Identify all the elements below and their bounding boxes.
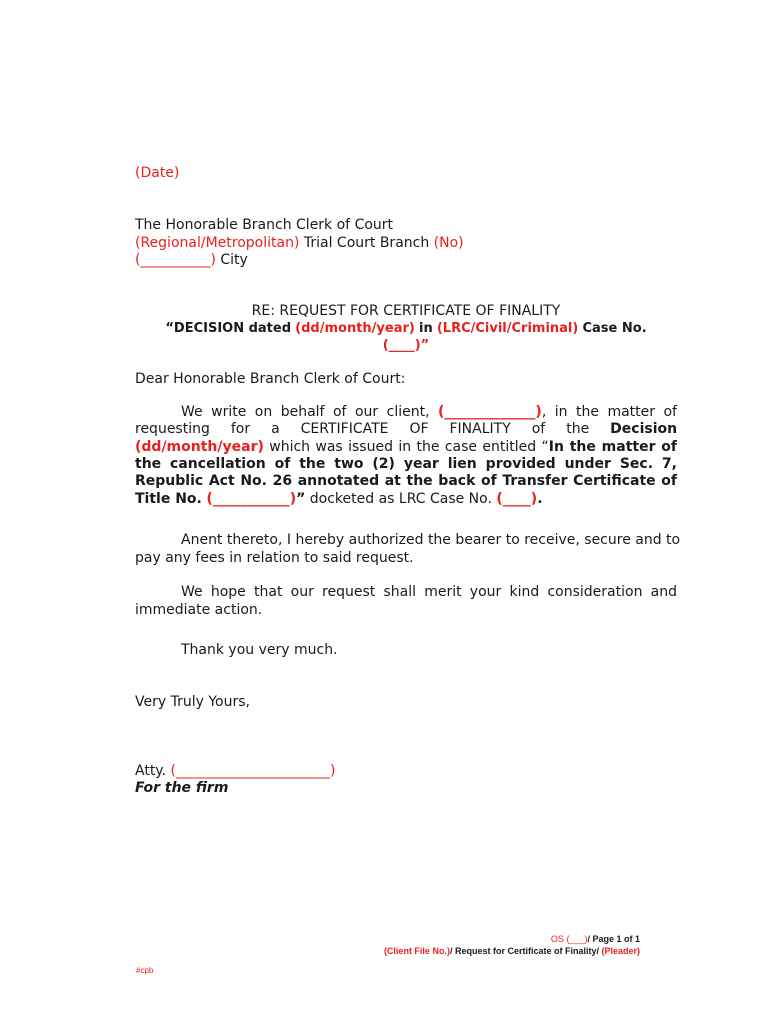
para1-line4: the cancellation of the two (2) year lien provided under Sec. 7, [135, 456, 677, 472]
signature-line [135, 762, 335, 780]
case-no-label: Case No. [582, 321, 647, 336]
decision-word: Decision [610, 421, 678, 437]
cpb-tag: #cpb [136, 966, 154, 975]
firm-line: For the firm [135, 780, 229, 796]
city-line [135, 251, 248, 269]
branch-no-placeholder: (No) [433, 235, 464, 251]
addressee-line: The Honorable Branch Clerk of Court [135, 217, 394, 233]
para1-rest: , in the matter of [541, 404, 677, 420]
case-no-blank: (____)” [382, 338, 430, 353]
court-type-placeholder: (Regional/Metropolitan) [135, 235, 300, 251]
para1-text: We write on behalf of our client, [181, 404, 430, 420]
act-text: Act No. 26 annotated at the back of Transfer Certificate of [208, 473, 678, 489]
word: of [531, 421, 546, 437]
para3-line2: immediate action. [135, 602, 263, 618]
in-word: in [418, 321, 433, 336]
footer-page-line [551, 933, 640, 945]
para1-line2 [135, 421, 677, 438]
republic-word: Republic [135, 473, 204, 489]
decision-prefix: “DECISION dated [165, 321, 292, 336]
para3-line1: We hope that our request shall merit your kind consideration and [181, 584, 677, 600]
city-label: City [220, 252, 248, 268]
client-blank: (_____________) [438, 404, 542, 420]
pleader-placeholder: (Pleader) [601, 946, 640, 956]
page-number: / Page 1 of 1 [587, 934, 640, 944]
atty-prefix: Atty. [135, 763, 167, 779]
para1-line5 [135, 473, 677, 490]
re-decision-line [135, 320, 677, 337]
attorney-name-blank: (______________________) [170, 763, 336, 779]
court-line [135, 234, 464, 252]
docket-text: docketed as LRC Case No. [309, 491, 492, 507]
client-file-placeholder: (Client File No.) [383, 946, 450, 956]
os-label: OS [550, 934, 564, 944]
date-placeholder: (Date) [135, 165, 180, 181]
closing: Very Truly Yours, [135, 694, 250, 710]
decision-date-placeholder: (dd/month/year) [295, 321, 415, 336]
para2-line2: pay any fees in relation to said request. [135, 550, 414, 566]
para1-text: which was issued in the case entitled “ [269, 439, 549, 455]
salutation: Dear Honorable Branch Clerk of Court: [135, 371, 406, 387]
city-blank: (__________) [135, 252, 216, 268]
word: for [230, 421, 251, 437]
para2-line1: Anent thereto, I hereby authorized the bearer to receive, secure and to [181, 532, 681, 548]
title-no-blank: (___________) [206, 491, 297, 507]
period: . [537, 491, 543, 507]
word: requesting [135, 421, 210, 437]
footer-request-line [384, 945, 640, 957]
re-title: RE: REQUEST FOR CERTIFICATE OF FINALITY [251, 303, 561, 319]
word: CERTIFICATE [300, 421, 389, 437]
word: the [566, 421, 590, 437]
os-blank: (___) [566, 934, 588, 944]
title-no-label: Title No. [135, 491, 202, 507]
close-quote: ” [296, 491, 306, 507]
lrc-case-blank: (____) [496, 491, 538, 507]
word: a [271, 421, 280, 437]
decision-date-placeholder: (dd/month/year) [135, 439, 264, 455]
case-title-start: In the matter of [548, 439, 678, 455]
para1-line3 [135, 439, 677, 456]
court-text: Trial Court Branch [303, 235, 430, 251]
word: OF [409, 421, 429, 437]
case-type-placeholder: (LRC/Civil/Criminal) [436, 321, 579, 336]
thanks: Thank you very much. [181, 642, 338, 658]
para1-line6 [135, 491, 677, 508]
request-text: / Request for Certificate of Finality/ [449, 946, 599, 956]
para1-line1 [135, 404, 677, 421]
word: FINALITY [449, 421, 511, 437]
